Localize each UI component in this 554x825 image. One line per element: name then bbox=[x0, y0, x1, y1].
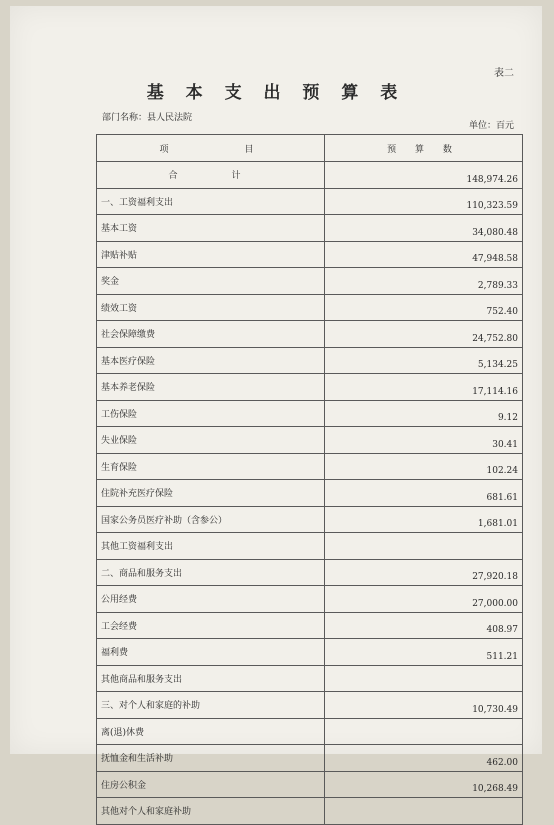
row-label: 奖金 bbox=[97, 268, 325, 295]
row-amount: 24,752.80 bbox=[325, 321, 523, 348]
row-label: 绩效工资 bbox=[97, 294, 325, 321]
unit-label: 单位：百元 bbox=[468, 121, 514, 131]
row-label: 基本工资 bbox=[97, 215, 325, 242]
table-row bbox=[97, 506, 523, 533]
header-item: 项 目 bbox=[97, 135, 325, 162]
budget-table bbox=[96, 134, 523, 825]
row-label: 工伤保险 bbox=[97, 400, 325, 427]
document-page bbox=[10, 6, 542, 818]
table-row bbox=[97, 294, 523, 321]
header-amount: 预 算 数 bbox=[325, 135, 523, 162]
row-amount bbox=[325, 718, 523, 745]
row-amount: 462.00 bbox=[325, 745, 523, 772]
table-row bbox=[97, 215, 523, 242]
row-amount: 30.41 bbox=[325, 427, 523, 454]
table-row bbox=[97, 559, 523, 586]
table-row bbox=[97, 453, 523, 480]
table-row bbox=[97, 665, 523, 692]
table-row bbox=[97, 692, 523, 719]
row-amount: 2,789.33 bbox=[325, 268, 523, 295]
row-label: 津贴补贴 bbox=[97, 241, 325, 268]
row-amount: 47,948.58 bbox=[325, 241, 523, 268]
row-label: 基本养老保险 bbox=[97, 374, 325, 401]
table-row bbox=[97, 321, 523, 348]
row-amount: 752.40 bbox=[325, 294, 523, 321]
table-row bbox=[97, 586, 523, 613]
table-row bbox=[97, 162, 523, 189]
row-label: 离(退)休费 bbox=[97, 718, 325, 745]
row-amount: 27,000.00 bbox=[325, 586, 523, 613]
row-amount: 34,080.48 bbox=[325, 215, 523, 242]
table-header-row bbox=[97, 135, 523, 162]
row-amount: 27,920.18 bbox=[325, 559, 523, 586]
table-row bbox=[97, 798, 523, 825]
row-amount: 9.12 bbox=[325, 400, 523, 427]
table-row bbox=[97, 188, 523, 215]
row-label: 生育保险 bbox=[97, 453, 325, 480]
department-name: 部门名称：县人民法院 bbox=[102, 113, 193, 123]
row-amount: 681.61 bbox=[325, 480, 523, 507]
row-label: 其他工资福利支出 bbox=[97, 533, 325, 560]
row-label: 住房公积金 bbox=[97, 771, 325, 798]
table-row bbox=[97, 745, 523, 772]
row-amount: 110,323.59 bbox=[325, 188, 523, 215]
row-amount: 102.24 bbox=[325, 453, 523, 480]
table-row bbox=[97, 400, 523, 427]
page-title: 基 本 支 出 预 算 表 bbox=[146, 83, 406, 103]
table-row bbox=[97, 480, 523, 507]
row-amount: 408.97 bbox=[325, 612, 523, 639]
table-row bbox=[97, 718, 523, 745]
row-label: 国家公务员医疗补助（含参公） bbox=[97, 506, 325, 533]
row-label: 抚恤金和生活补助 bbox=[97, 745, 325, 772]
row-label: 工会经费 bbox=[97, 612, 325, 639]
row-label: 福利费 bbox=[97, 639, 325, 666]
row-amount: 5,134.25 bbox=[325, 347, 523, 374]
row-label: 其他对个人和家庭补助 bbox=[97, 798, 325, 825]
row-label: 住院补充医疗保险 bbox=[97, 480, 325, 507]
table-row bbox=[97, 639, 523, 666]
row-label: 一、工资福利支出 bbox=[97, 188, 325, 215]
row-label: 社会保障缴费 bbox=[97, 321, 325, 348]
row-label: 三、对个人和家庭的补助 bbox=[97, 692, 325, 719]
table-row bbox=[97, 771, 523, 798]
table-number: 表二 bbox=[494, 68, 514, 79]
row-amount: 148,974.26 bbox=[325, 162, 523, 189]
row-label: 二、商品和服务支出 bbox=[97, 559, 325, 586]
table-row bbox=[97, 241, 523, 268]
row-amount: 10,268.49 bbox=[325, 771, 523, 798]
row-amount bbox=[325, 665, 523, 692]
row-amount: 10,730.49 bbox=[325, 692, 523, 719]
table-row bbox=[97, 612, 523, 639]
table-row bbox=[97, 533, 523, 560]
row-label: 公用经费 bbox=[97, 586, 325, 613]
table-row bbox=[97, 268, 523, 295]
row-amount: 1,681.01 bbox=[325, 506, 523, 533]
row-label: 失业保险 bbox=[97, 427, 325, 454]
row-amount: 17,114.16 bbox=[325, 374, 523, 401]
row-label: 合 计 bbox=[97, 162, 325, 189]
row-amount bbox=[325, 533, 523, 560]
table-row bbox=[97, 374, 523, 401]
table-row bbox=[97, 347, 523, 374]
table-row bbox=[97, 427, 523, 454]
row-amount: 511.21 bbox=[325, 639, 523, 666]
row-label: 其他商品和服务支出 bbox=[97, 665, 325, 692]
row-label: 基本医疗保险 bbox=[97, 347, 325, 374]
row-amount bbox=[325, 798, 523, 825]
